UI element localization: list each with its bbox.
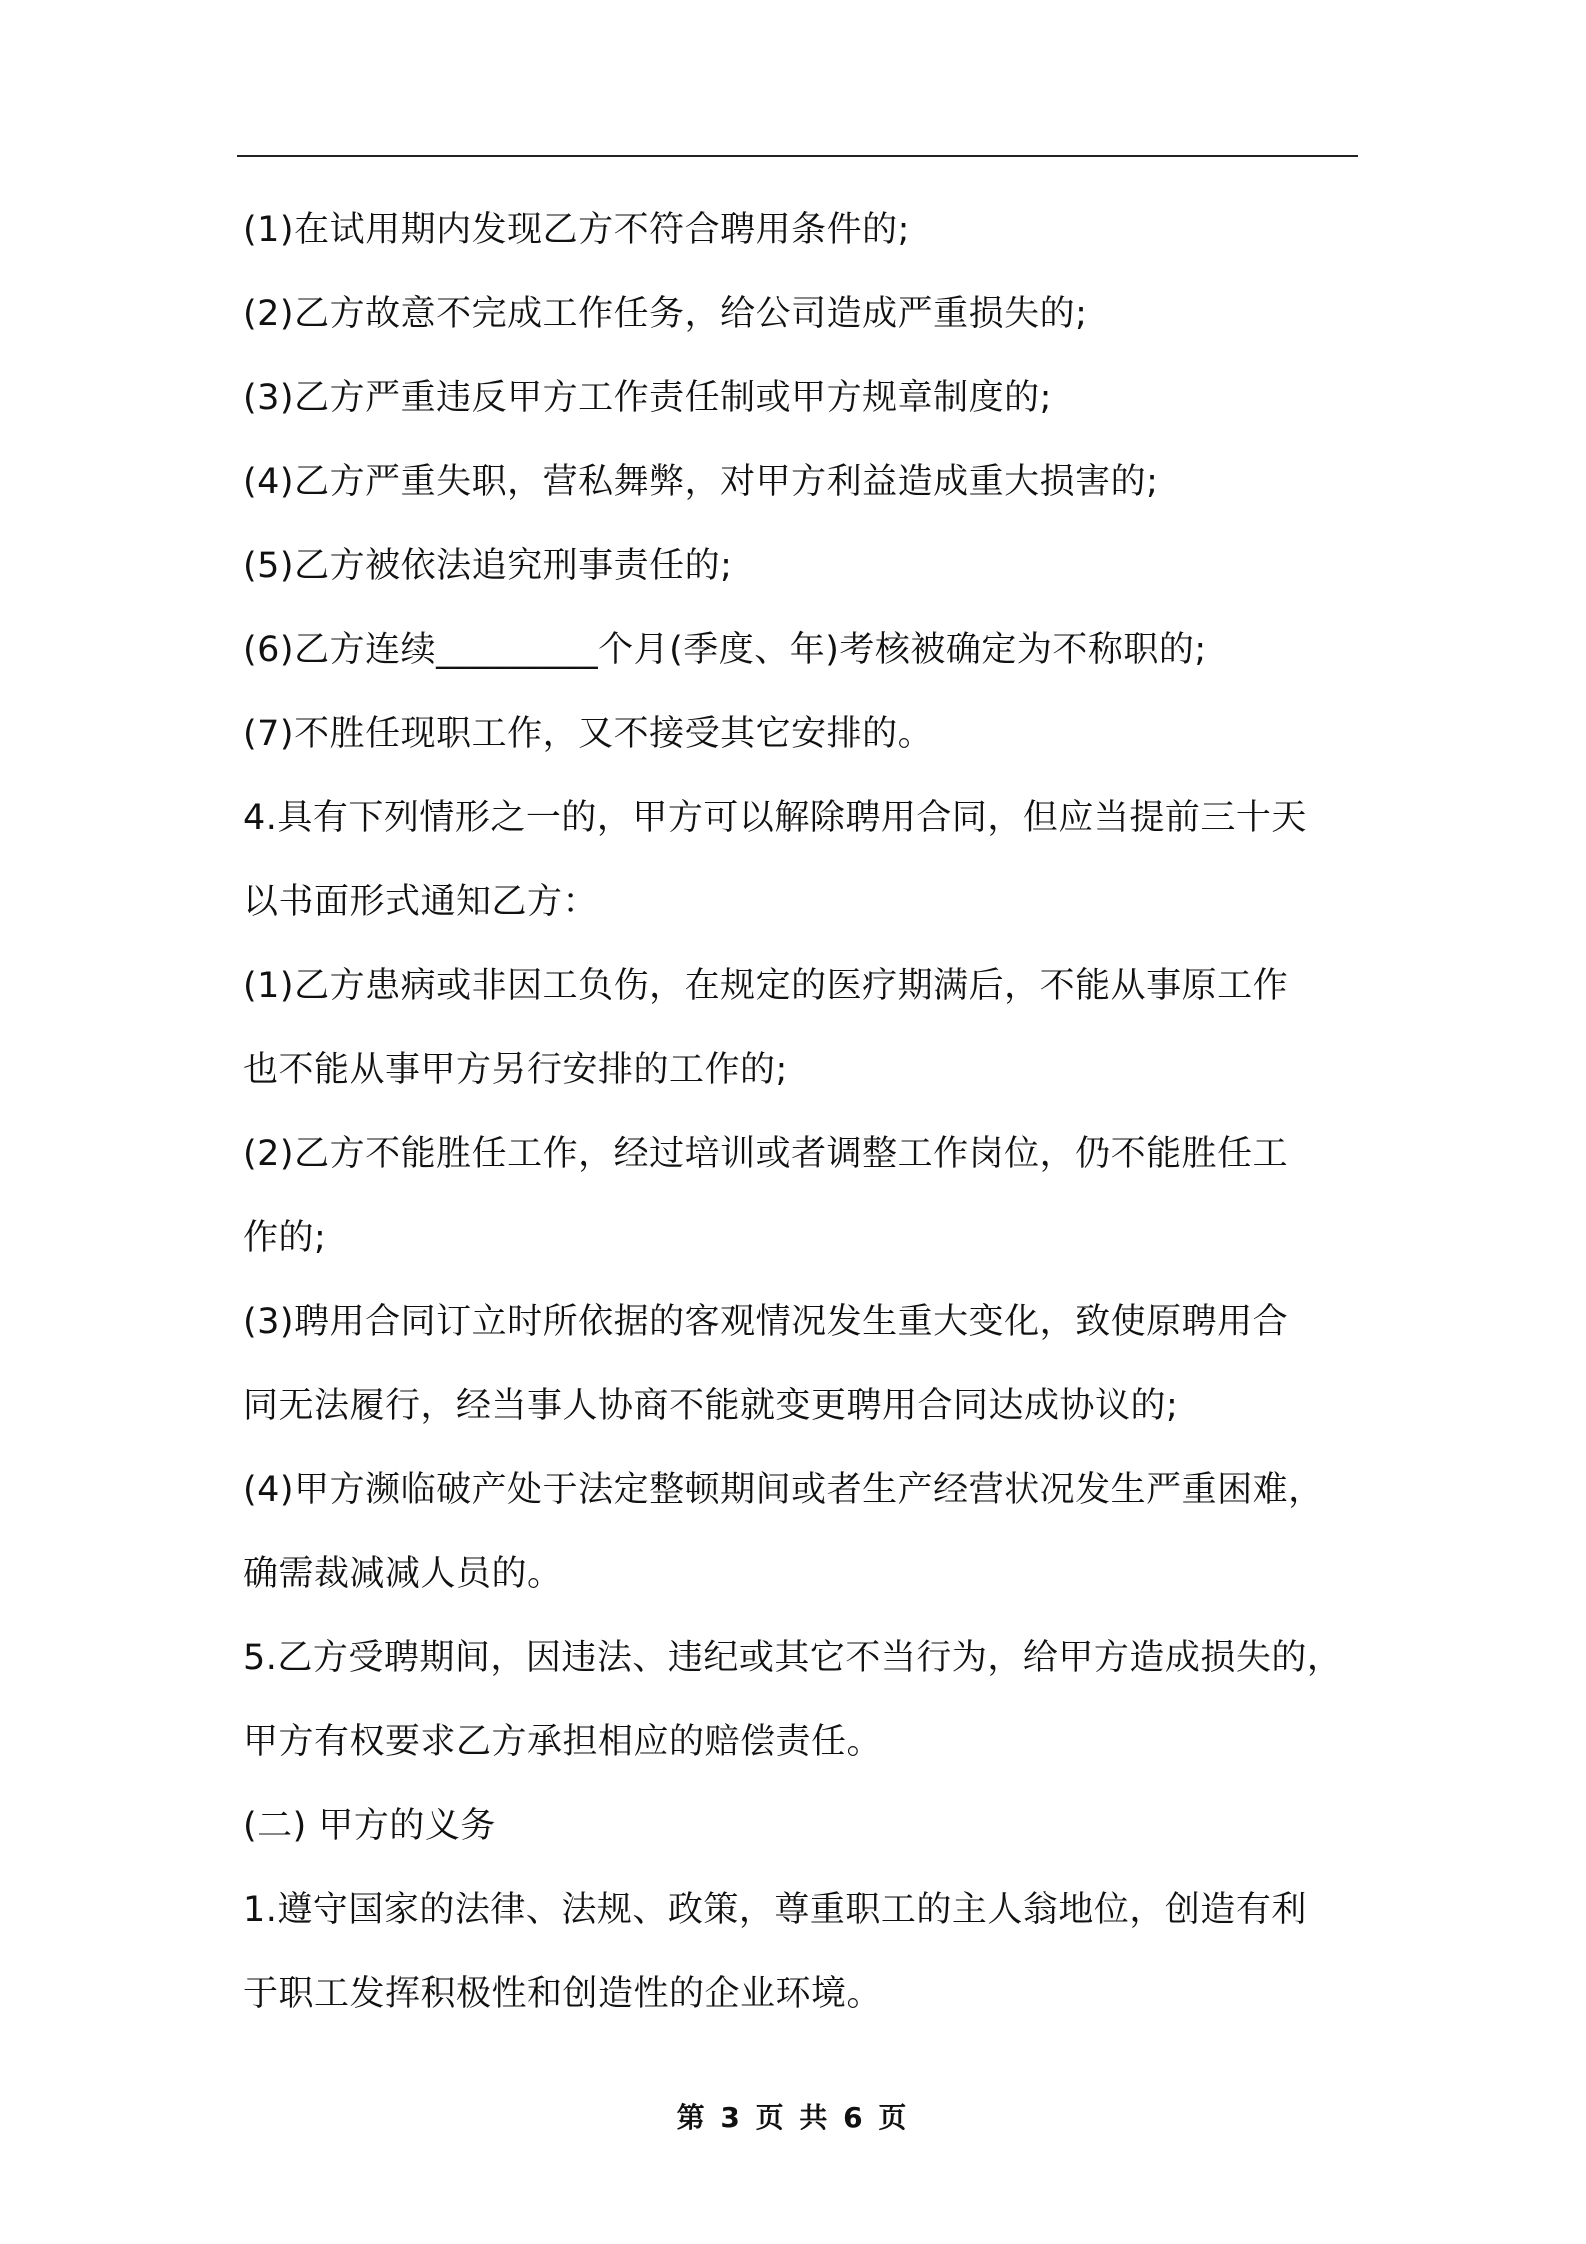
page-number-footer: 第 3 页 共 6 页	[676, 2101, 910, 2134]
text-line: (5)乙方被依法追究刑事责任的;	[243, 546, 733, 586]
text-line: (4)乙方严重失职，营私舞弊，对甲方利益造成重大损害的;	[243, 462, 1159, 502]
text-line: (1)在试用期内发现乙方不符合聘用条件的;	[243, 210, 910, 250]
text-line: 作的;	[243, 1218, 327, 1258]
text-line: (3)聘用合同订立时所依据的客观情况发生重大变化，致使原聘用合	[243, 1302, 1289, 1342]
text-line: 确需裁减减人员的。	[243, 1554, 563, 1594]
text-line: 4.具有下列情形之一的，甲方可以解除聘用合同，但应当提前三十天	[243, 798, 1307, 838]
text-line: (4)甲方濒临破产处于法定整顿期间或者生产经营状况发生严重困难，	[243, 1470, 1324, 1510]
text-line: (3)乙方严重违反甲方工作责任制或甲方规章制度的;	[243, 378, 1052, 418]
text-line: 也不能从事甲方另行安排的工作的;	[243, 1050, 788, 1090]
text-line: (1)乙方患病或非因工负伤，在规定的医疗期满后，不能从事原工作	[243, 966, 1289, 1006]
text-line: 5.乙方受聘期间，因违法、违纪或其它不当行为，给甲方造成损失的，	[243, 1638, 1343, 1678]
text-line: (2)乙方不能胜任工作，经过培训或者调整工作岗位，仍不能胜任工	[243, 1134, 1289, 1174]
text-line: 以书面形式通知乙方：	[243, 882, 599, 922]
text-line: 于职工发挥积极性和创造性的企业环境。	[243, 1974, 883, 2014]
text-line: (7)不胜任现职工作，又不接受其它安排的。	[243, 714, 934, 754]
text-line: 1.遵守国家的法律、法规、政策，尊重职工的主人翁地位，创造有利	[243, 1890, 1307, 1930]
text-line: 甲方有权要求乙方承担相应的赔偿责任。	[243, 1722, 883, 1762]
text-line: (2)乙方故意不完成工作任务，给公司造成严重损失的;	[243, 294, 1088, 334]
document-body	[243, 188, 1368, 2036]
header-rule	[237, 155, 1358, 157]
text-line: 同无法履行，经当事人协商不能就变更聘用合同达成协议的;	[243, 1386, 1179, 1426]
text-line: (6)乙方连续_________个月(季度、年)考核被确定为不称职的;	[243, 630, 1207, 670]
section-heading: (二) 甲方的义务	[243, 1806, 496, 1846]
